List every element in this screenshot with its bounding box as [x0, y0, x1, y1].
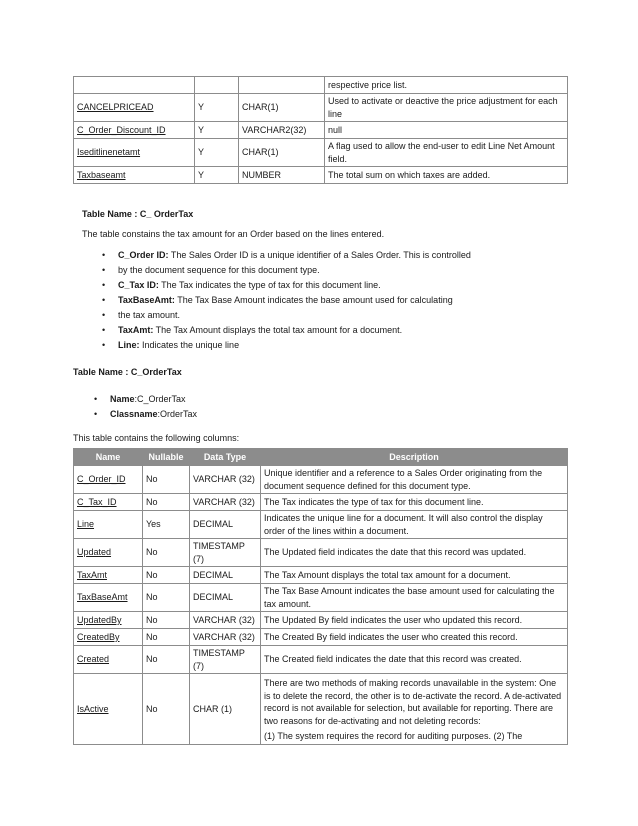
header-row	[74, 449, 568, 466]
nullable-cell	[195, 77, 239, 94]
description-cell: The total sum on which taxes are added.	[325, 167, 568, 184]
bullet-label: TaxAmt:	[118, 325, 154, 335]
nullable-cell: No	[143, 674, 190, 745]
section-title: Table Name : C_OrderTax	[73, 367, 182, 377]
description-cell: The Created By field indicates the user who created this record.	[261, 629, 568, 646]
data-type-cell: VARCHAR (32)	[190, 629, 261, 646]
description-cell: null	[325, 122, 568, 139]
bullet-label: C_Order ID:	[118, 250, 169, 260]
table-row	[74, 629, 568, 646]
nullable-cell: Y	[195, 122, 239, 139]
header-data-type: Data Type	[190, 449, 261, 466]
data-type-cell: DECIMAL	[190, 511, 261, 539]
data-type-cell: CHAR(1)	[239, 94, 325, 122]
table-row	[74, 511, 568, 539]
list-item	[100, 263, 471, 278]
nullable-cell: No	[143, 466, 190, 494]
nullable-cell: No	[143, 494, 190, 511]
column-name-cell: TaxAmt	[74, 567, 143, 584]
bullet-label: Name	[110, 394, 135, 404]
column-name-cell	[74, 77, 195, 94]
nullable-cell: Y	[195, 94, 239, 122]
data-type-cell: TIMESTAMP (7)	[190, 646, 261, 674]
list-item	[92, 392, 197, 407]
column-name-cell: IsActive	[74, 674, 143, 745]
column-name-cell: Created	[74, 646, 143, 674]
table-row	[74, 494, 568, 511]
nullable-cell: Y	[195, 139, 239, 167]
column-name-cell: Line	[74, 511, 143, 539]
column-name-cell: TaxBaseAmt	[74, 584, 143, 612]
section-bullet-list	[92, 392, 197, 422]
table-row	[74, 167, 568, 184]
list-item	[100, 248, 471, 263]
nullable-cell: No	[143, 584, 190, 612]
list-item	[100, 338, 471, 353]
section-bullet-list	[100, 248, 471, 353]
bullet-text: by the document sequence for this document type.	[118, 265, 320, 275]
description-cell: The Tax indicates the type of tax for this document line.	[261, 494, 568, 511]
description-cell: The Created field indicates the date that this record was created.	[261, 646, 568, 674]
column-name-cell: CANCELPRICEAD	[74, 94, 195, 122]
top-table-body	[74, 77, 568, 184]
table-row	[74, 612, 568, 629]
table-row	[74, 122, 568, 139]
description-cell: Indicates the unique line for a document. It will also control the display order of the lines within a document.	[261, 511, 568, 539]
description-cell: respective price list.	[325, 77, 568, 94]
column-name-cell: Iseditlinenetamt	[74, 139, 195, 167]
top-columns-table	[73, 76, 568, 184]
nullable-cell: No	[143, 612, 190, 629]
table-row	[74, 674, 568, 745]
column-name-cell: CreatedBy	[74, 629, 143, 646]
header-name: Name	[74, 449, 143, 466]
columns-table-body	[74, 466, 568, 745]
data-type-cell: VARCHAR2(32)	[239, 122, 325, 139]
header-nullable: Nullable	[143, 449, 190, 466]
section-title: Table Name : C_ OrderTax	[82, 209, 194, 219]
bullet-text: :OrderTax	[157, 409, 198, 419]
description-paragraph: (1) The system requires the record for auditing purposes. (2) The	[264, 731, 523, 741]
description-cell	[261, 674, 568, 745]
table-row	[74, 139, 568, 167]
bullet-text: the tax amount.	[118, 310, 181, 320]
table-row	[74, 94, 568, 122]
list-item	[100, 293, 471, 308]
bullet-text: The Tax Base Amount indicates the base amount used for calculating	[174, 295, 453, 305]
data-type-cell: DECIMAL	[190, 584, 261, 612]
columns-intro: This table contains the following columns:	[73, 433, 240, 443]
nullable-cell: No	[143, 539, 190, 567]
list-item	[100, 278, 471, 293]
column-name-cell: C_Order_Discount_ID	[74, 122, 195, 139]
nullable-cell: No	[143, 646, 190, 674]
list-item	[100, 308, 471, 323]
table-row	[74, 77, 568, 94]
description-cell: The Updated By field indicates the user who updated this record.	[261, 612, 568, 629]
header-description: Description	[261, 449, 568, 466]
description-cell: The Updated field indicates the date that this record was updated.	[261, 539, 568, 567]
data-type-cell: CHAR (1)	[190, 674, 261, 745]
column-name-cell: C_Order_ID	[74, 466, 143, 494]
nullable-cell: Y	[195, 167, 239, 184]
data-type-cell: CHAR(1)	[239, 139, 325, 167]
nullable-cell: No	[143, 567, 190, 584]
bullet-text: The Tax indicates the type of tax for this document line.	[158, 280, 381, 290]
description-cell: A flag used to allow the end-user to edit Line Net Amount field.	[325, 139, 568, 167]
nullable-cell: Yes	[143, 511, 190, 539]
bullet-text: The Tax Amount displays the total tax amount for a document.	[153, 325, 403, 335]
data-type-cell: VARCHAR (32)	[190, 612, 261, 629]
column-name-cell: Updated	[74, 539, 143, 567]
columns-table-header	[74, 449, 568, 466]
section-intro: The table constains the tax amount for an Order based on the lines entered.	[82, 229, 385, 239]
nullable-cell: No	[143, 629, 190, 646]
description-cell: Unique identifier and a reference to a Sales Order originating from the document sequence defined for this document type.	[261, 466, 568, 494]
description-cell: The Tax Base Amount indicates the base amount used for calculating the tax amount.	[261, 584, 568, 612]
table-row	[74, 646, 568, 674]
description-paragraph: There are two methods of making records unavailable in the system: One is to delete the record, the other is to de-activate the record. A de-activated record is not available for selection, but available for reporting. There are two reasons for de-activating and not deleting records:	[264, 678, 562, 726]
data-type-cell: VARCHAR (32)	[190, 494, 261, 511]
table-row	[74, 466, 568, 494]
list-item	[92, 407, 197, 422]
bullet-label: Classname	[110, 409, 158, 419]
column-name-cell: C_Tax_ID	[74, 494, 143, 511]
column-name-cell: UpdatedBy	[74, 612, 143, 629]
list-item	[100, 323, 471, 338]
data-type-cell	[239, 77, 325, 94]
description-cell: The Tax Amount displays the total tax amount for a document.	[261, 567, 568, 584]
bullet-label: C_Tax ID:	[118, 280, 159, 290]
table-row	[74, 567, 568, 584]
bullet-text: Indicates the unique line	[139, 340, 240, 350]
bullet-text: :C_OrderTax	[134, 394, 186, 404]
data-type-cell: NUMBER	[239, 167, 325, 184]
column-name-cell: Taxbaseamt	[74, 167, 195, 184]
columns-table	[73, 448, 568, 745]
table-row	[74, 584, 568, 612]
bullet-text: The Sales Order ID is a unique identifier of a Sales Order. This is controlled	[168, 250, 471, 260]
description-cell: Used to activate or deactive the price adjustment for each line	[325, 94, 568, 122]
bullet-label: TaxBaseAmt:	[118, 295, 175, 305]
data-type-cell: VARCHAR (32)	[190, 466, 261, 494]
bullet-label: Line:	[118, 340, 140, 350]
table-row	[74, 539, 568, 567]
data-type-cell: TIMESTAMP (7)	[190, 539, 261, 567]
data-type-cell: DECIMAL	[190, 567, 261, 584]
